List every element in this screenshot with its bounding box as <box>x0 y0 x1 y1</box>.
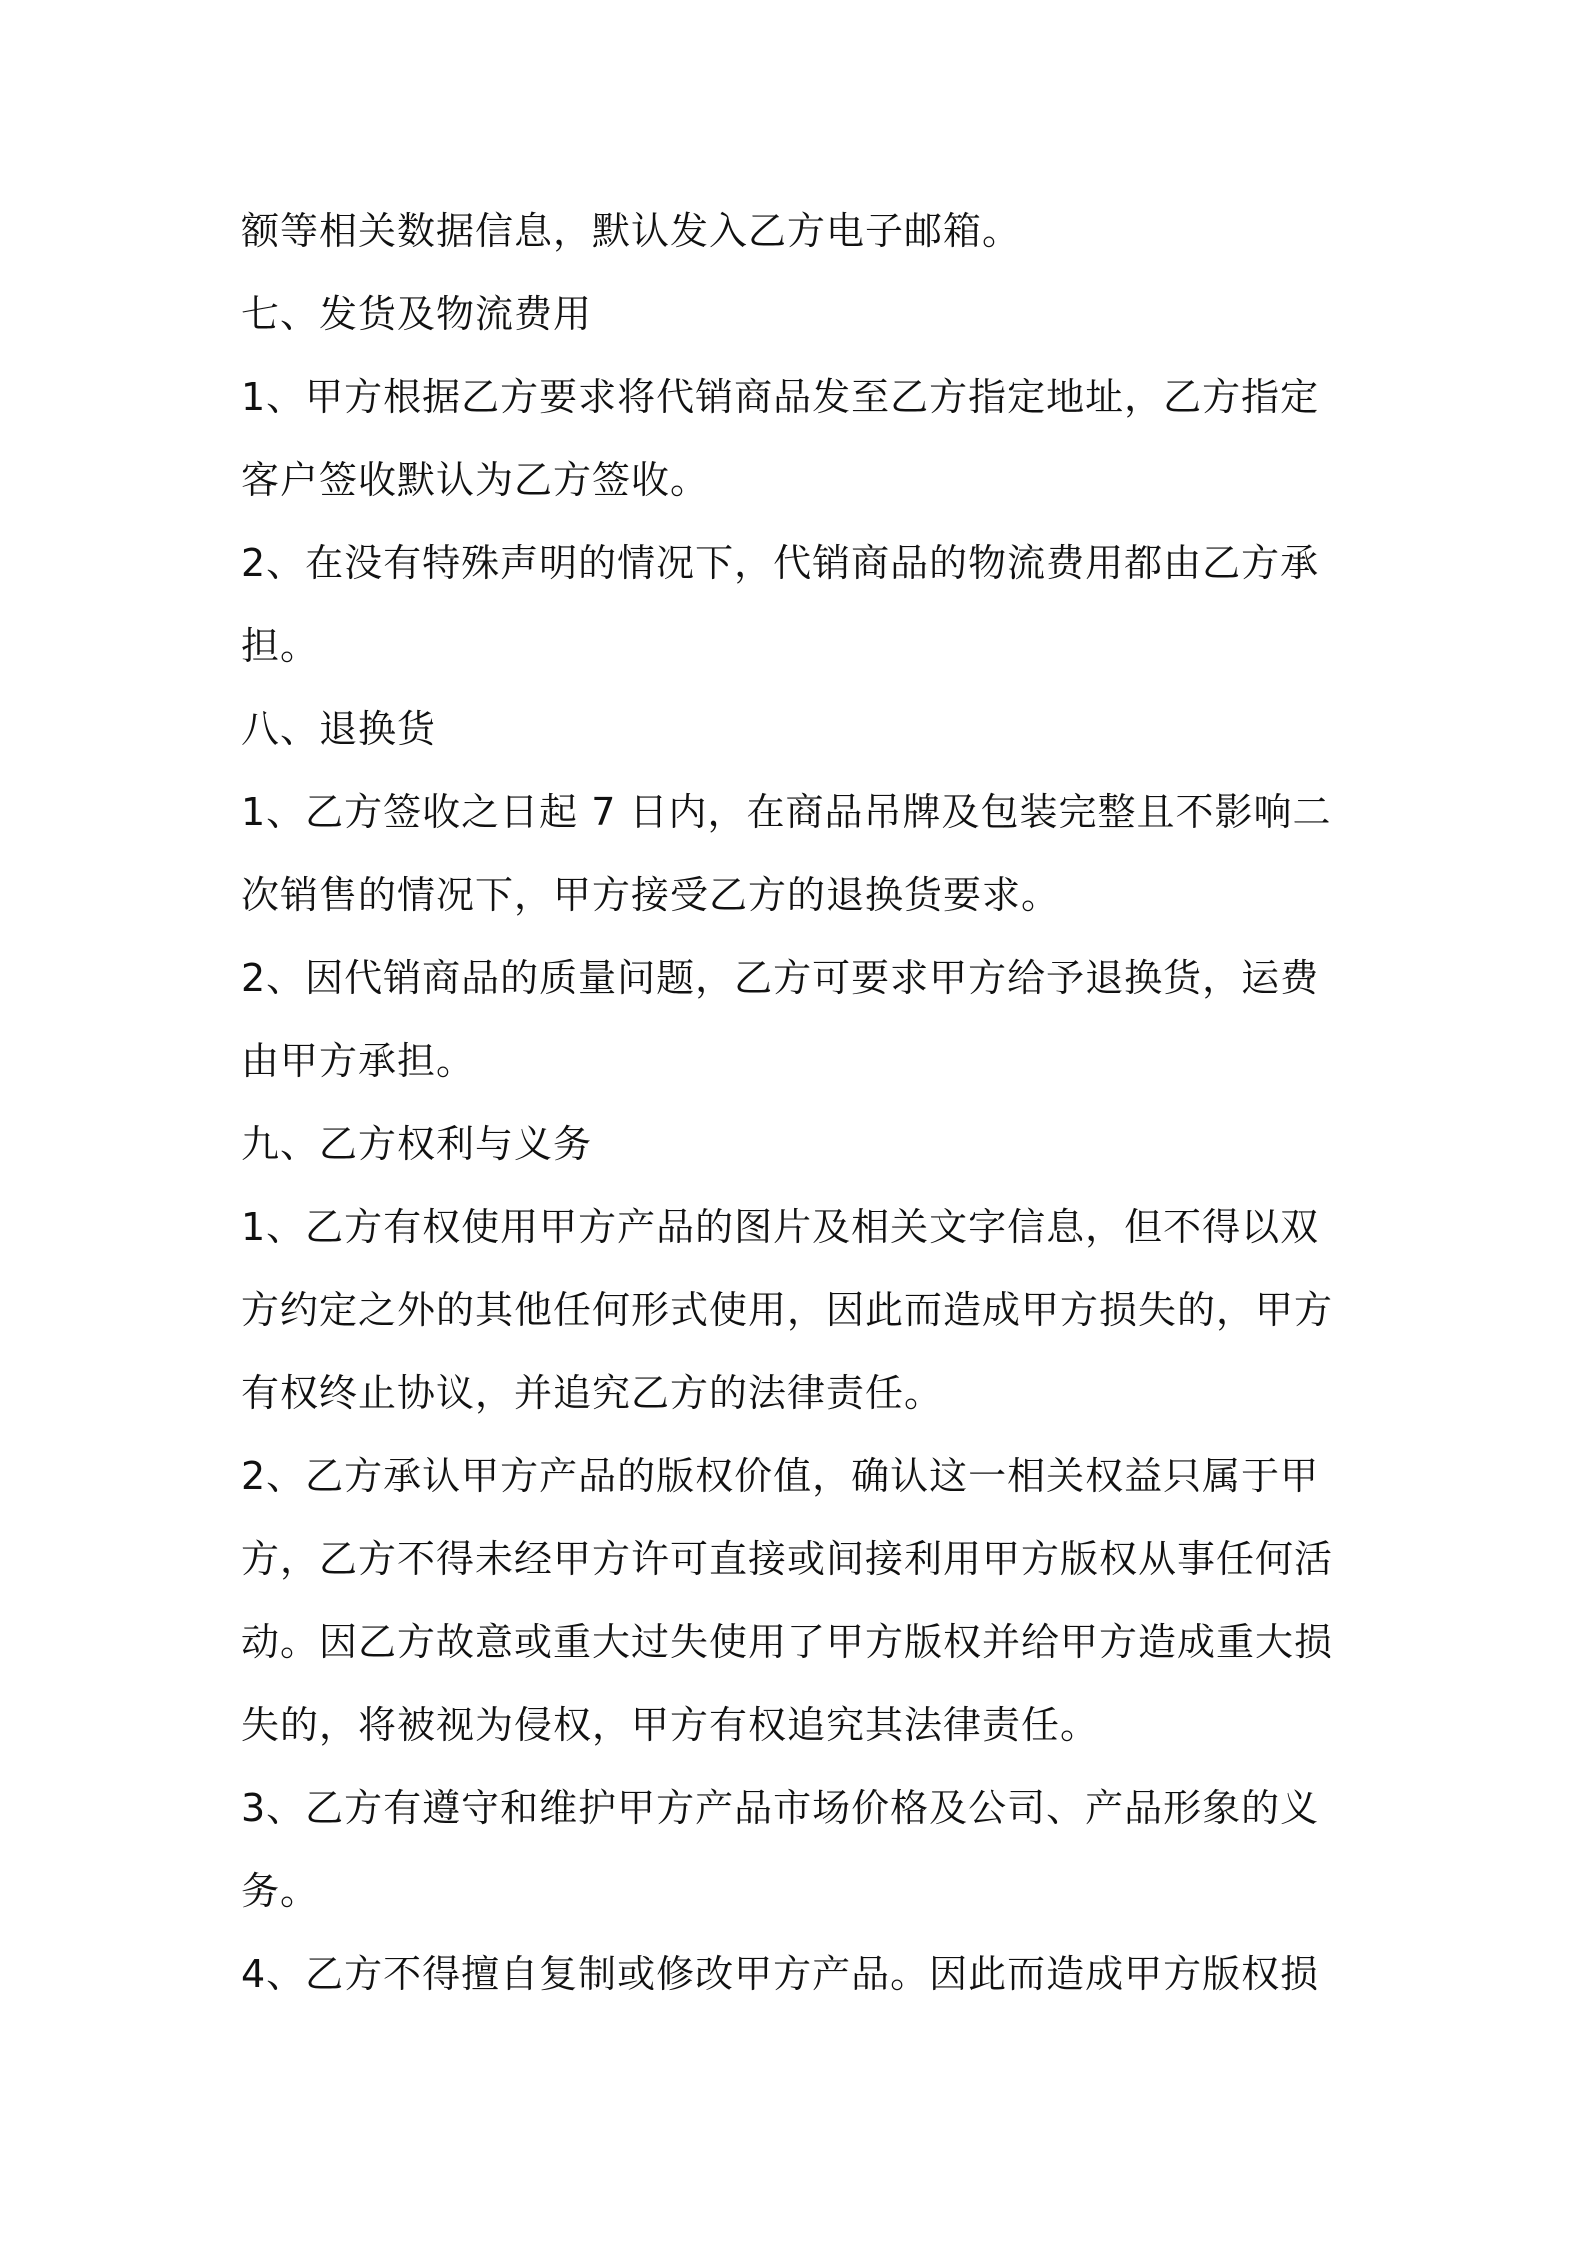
section-8-item-2 <box>241 937 1361 1103</box>
text-line: 1、甲方根据乙方要求将代销商品发至乙方指定地址，乙方指定 <box>241 375 1320 419</box>
text-line: 有权终止协议，并追究乙方的法律责任。 <box>241 1371 944 1415</box>
paragraph-continuation <box>241 190 1361 273</box>
text-line: 4、乙方不得擅自复制或修改甲方产品。因此而造成甲方版权损 <box>241 1952 1320 1996</box>
section-9-item-2 <box>241 1435 1361 1767</box>
text-line: 动。因乙方故意或重大过失使用了甲方版权并给甲方造成重大损 <box>241 1620 1334 1664</box>
heading-line: 八、退换货 <box>241 707 437 751</box>
section-8-heading <box>241 688 1361 771</box>
text-line: 由甲方承担。 <box>241 1039 476 1083</box>
text-line: 2、因代销商品的质量问题，乙方可要求甲方给予退换货，运费 <box>241 956 1320 1000</box>
text-line: 担。 <box>241 624 320 668</box>
section-7-item-2 <box>241 522 1361 688</box>
document-body <box>241 190 1361 2016</box>
section-7-item-1 <box>241 356 1361 522</box>
section-9-item-1 <box>241 1186 1361 1435</box>
text-line: 方，乙方不得未经甲方许可直接或间接利用甲方版权从事任何活 <box>241 1537 1334 1581</box>
section-9-heading <box>241 1103 1361 1186</box>
heading-line: 九、乙方权利与义务 <box>241 1122 593 1166</box>
text-line: 失的，将被视为侵权，甲方有权追究其法律责任。 <box>241 1703 1100 1747</box>
section-9-item-4 <box>241 1933 1361 2016</box>
text-line: 务。 <box>241 1869 320 1913</box>
section-7-heading <box>241 273 1361 356</box>
section-9-item-3 <box>241 1767 1361 1933</box>
section-8-item-1 <box>241 771 1361 937</box>
text-line: 1、乙方签收之日起 7 日内，在商品吊牌及包装完整且不影响二 <box>241 790 1332 834</box>
text-line: 次销售的情况下，甲方接受乙方的退换货要求。 <box>241 873 1061 917</box>
text-line: 额等相关数据信息，默认发入乙方电子邮箱。 <box>241 209 1022 253</box>
heading-line: 七、发货及物流费用 <box>241 292 593 336</box>
text-line: 2、乙方承认甲方产品的版权价值，确认这一相关权益只属于甲 <box>241 1454 1320 1498</box>
text-line: 方约定之外的其他任何形式使用，因此而造成甲方损失的，甲方 <box>241 1288 1334 1332</box>
text-line: 客户签收默认为乙方签收。 <box>241 458 710 502</box>
text-line: 1、乙方有权使用甲方产品的图片及相关文字信息，但不得以双 <box>241 1205 1320 1249</box>
text-line: 2、在没有特殊声明的情况下，代销商品的物流费用都由乙方承 <box>241 541 1320 585</box>
text-line: 3、乙方有遵守和维护甲方产品市场价格及公司、产品形象的义 <box>241 1786 1320 1830</box>
